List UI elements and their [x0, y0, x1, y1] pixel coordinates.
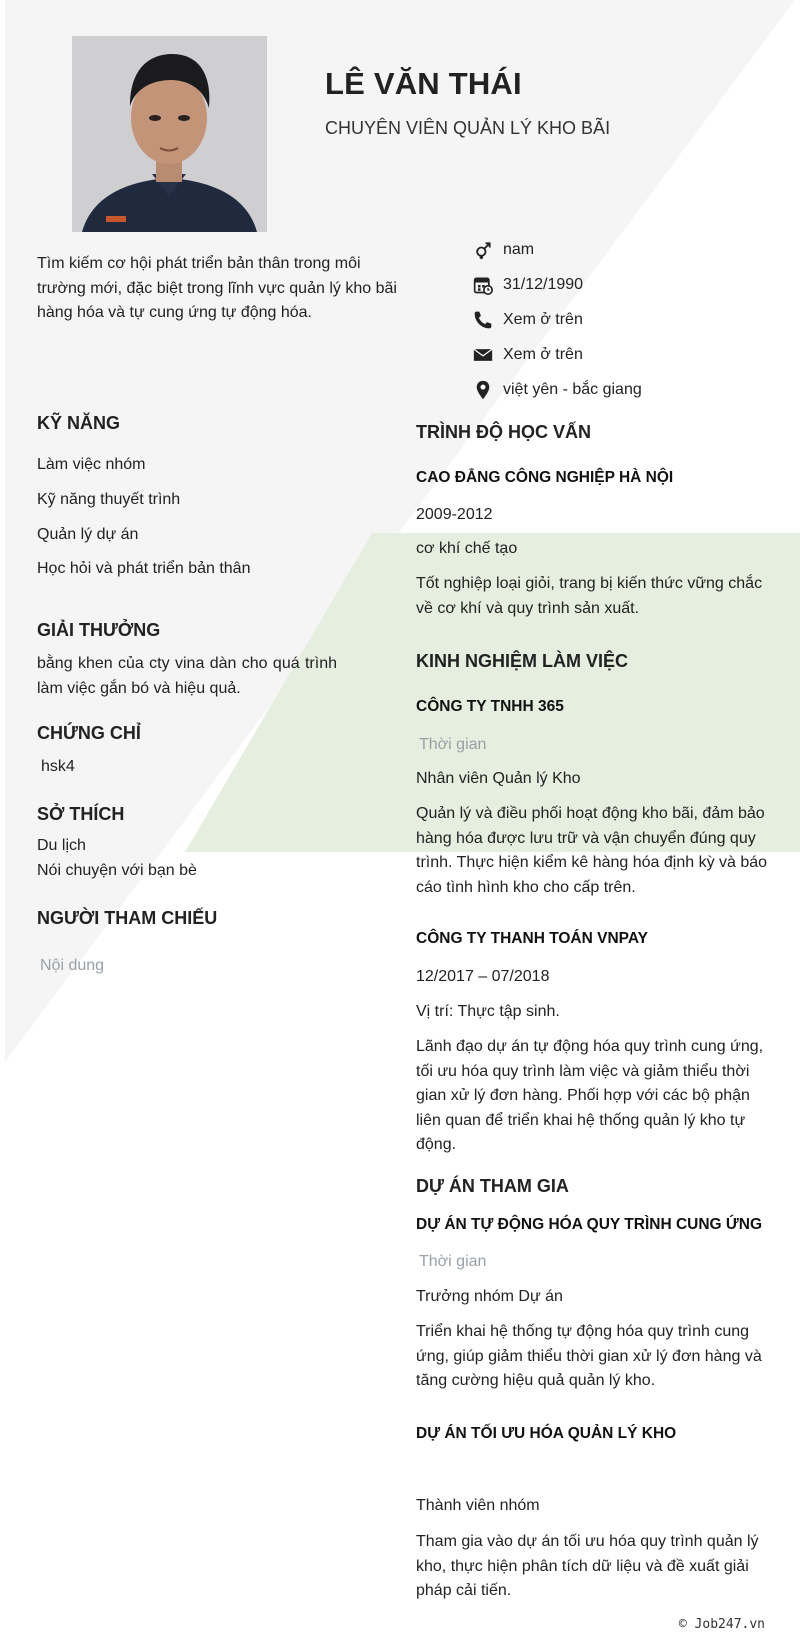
education-period: 2009-2012	[416, 506, 493, 523]
project-description: Tham gia vào dự án tối ưu hóa quy trình quản lý kho, thực hiện phân tích dữ liệu và đề xuất giải pháp cải tiến.	[416, 1533, 759, 1599]
candidate-name: LÊ VĂN THÁI	[325, 66, 522, 101]
contact-birthday-value: 31/12/1990	[503, 275, 584, 293]
project-role: Trưởng nhóm Dự án	[416, 1288, 563, 1305]
job-position: Vị trí: Thực tập sinh.	[416, 1003, 560, 1020]
skill-item: Quản lý dự án	[37, 526, 139, 543]
job-time: Thời gian	[419, 736, 487, 753]
references-heading: NGƯỜI THAM CHIẾU	[37, 908, 218, 928]
hobby-item: Du lịch	[37, 837, 86, 854]
contact-gender	[473, 232, 793, 267]
contact-address	[473, 372, 793, 407]
job-position: Nhân viên Quản lý Kho	[416, 770, 581, 787]
certificate-item: hsk4	[41, 758, 75, 775]
contact-info	[473, 232, 793, 407]
education-major: cơ khí chế tạo	[416, 540, 518, 557]
education-heading: TRÌNH ĐỘ HỌC VẤN	[416, 422, 591, 442]
project-time: Thời gian	[419, 1253, 487, 1270]
project-name: DỰ ÁN TỰ ĐỘNG HÓA QUY TRÌNH CUNG ỨNG	[416, 1216, 762, 1233]
skill-item: Làm việc nhóm	[37, 456, 146, 473]
job-company: CÔNG TY TNHH 365	[416, 698, 564, 715]
education-description: Tốt nghiệp loại giỏi, trang bị kiến thức vững chắc về cơ khí và quy trình sản xuất.	[416, 575, 763, 617]
contact-phone	[473, 302, 793, 337]
contact-address-value: việt yên - bắc giang	[503, 380, 642, 398]
projects-heading: DỰ ÁN THAM GIA	[416, 1176, 569, 1196]
career-objective: Tìm kiếm cơ hội phát triển bản thân trong môi trường mới, đặc biệt trong lĩnh vực quản lý kho bãi hàng hóa và tự cung ứng tự động hóa.	[37, 255, 397, 321]
awards-heading: GIẢI THƯỞNG	[37, 620, 161, 640]
experience-heading: KINH NGHIỆM LÀM VIỆC	[416, 651, 629, 671]
hobby-item: Nói chuyện với bạn bè	[37, 862, 197, 879]
phone-icon	[473, 309, 503, 331]
mail-icon	[473, 344, 503, 366]
profile-photo	[72, 36, 267, 232]
job-description: Quản lý và điều phối hoạt động kho bãi, đảm bảo hàng hóa được lưu trữ và vận chuyển đúng quy trình. Thực hiện kiểm kê hàng hóa định kỳ và báo cáo tình hình kho cho cấp trên.	[416, 805, 768, 896]
calendar-icon	[473, 274, 503, 296]
location-pin-icon	[473, 379, 503, 401]
job-title: CHUYÊN VIÊN QUẢN LÝ KHO BÃI	[325, 118, 611, 138]
skills-heading: KỸ NĂNG	[37, 413, 121, 433]
gender-icon	[473, 239, 503, 261]
awards-text: bằng khen của cty vina dàn cho quá trình làm việc gắn bó và hiệu quả.	[37, 655, 337, 697]
hobbies-heading: SỞ THÍCH	[37, 804, 125, 824]
contact-email-value[interactable]: Xem ở trên	[503, 345, 583, 363]
job-description: Lãnh đạo dự án tự động hóa quy trình cung ứng, tối ưu hóa quy trình làm việc và giảm thiểu thời gian xử lý đơn hàng. Phối hợp với các bộ phận liên quan để triển khai hệ thống quản lý kho tự động.	[416, 1038, 764, 1153]
contact-email	[473, 337, 793, 372]
job-time: 12/2017 – 07/2018	[416, 968, 550, 985]
footer-copyright: © Job247.vn	[678, 1617, 765, 1632]
job-company: CÔNG TY THANH TOÁN VNPAY	[416, 930, 648, 947]
certificates-heading: CHỨNG CHỈ	[37, 723, 141, 743]
education-school: CAO ĐẲNG CÔNG NGHIỆP HÀ NỘI	[416, 469, 674, 486]
skill-item: Học hỏi và phát triển bản thân	[37, 560, 251, 577]
project-role: Thành viên nhóm	[416, 1497, 540, 1514]
contact-phone-value[interactable]: Xem ở trên	[503, 310, 583, 328]
skill-item: Kỹ năng thuyết trình	[37, 491, 181, 508]
project-description: Triển khai hệ thống tự động hóa quy trình cung ứng, giúp giảm thiểu thời gian xử lý đơn hàng và tăng cường hiệu quả quản lý kho.	[416, 1323, 762, 1389]
project-name: DỰ ÁN TỐI ƯU HÓA QUẢN LÝ KHO	[416, 1425, 677, 1442]
contact-birthday	[473, 267, 793, 302]
references-placeholder: Nội dung	[40, 957, 105, 974]
contact-gender-value: nam	[503, 240, 535, 258]
